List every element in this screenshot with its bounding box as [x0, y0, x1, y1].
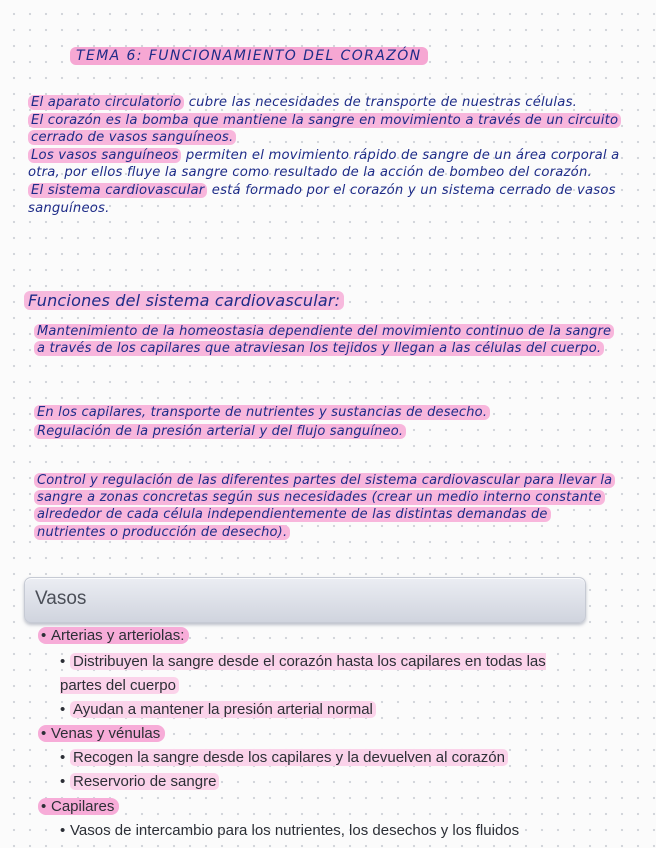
functions-heading	[24, 289, 344, 313]
list-item	[60, 650, 580, 698]
list-text: Recogen la sangre desde los capilares y la devuelven al corazón	[70, 749, 508, 766]
functions-heading-text: Funciones del sistema cardiovascular:	[24, 291, 344, 310]
list-item	[60, 819, 519, 843]
function-item-group	[34, 404, 614, 440]
list-label: Venas y vénulas	[51, 725, 161, 742]
intro-paragraph	[28, 147, 628, 182]
list-text: Vasos de intercambio para los nutrientes, los desechos y los fluidos	[70, 822, 520, 839]
intro-highlight: El corazón es la bomba que mantiene la sangre en movimiento a través de un circuito cerrado de vasos sanguíneos.	[28, 113, 621, 146]
bullet-icon: •	[60, 773, 66, 790]
function-text: Mantenimiento de la homeostasia dependiente del movimiento continuo de la sangre a través de los capilares que atraviesan los tejidos y llegan a las células del cuerpo.	[34, 324, 614, 356]
bullet-icon: •	[41, 725, 47, 742]
bullet-icon: •	[41, 798, 47, 815]
list-item	[60, 698, 376, 722]
intro-section	[28, 94, 628, 217]
intro-paragraph	[28, 112, 628, 147]
list-text: Ayudan a mantener la presión arterial normal	[70, 701, 376, 718]
page-title	[70, 46, 428, 66]
function-text: Regulación de la presión arterial y del flujo sanguíneo.	[34, 424, 406, 439]
intro-text: permiten el movimiento rápido de sangre de un área corporal a otra, por ellos fluye la sangre como resultado de la acción de bombeo del corazón.	[28, 147, 620, 181]
intro-text: cubre las necesidades de transporte de nuestras células.	[184, 95, 578, 110]
list-text: Distribuyen la sangre desde el corazón hasta los capilares en todas las partes del cuerpo	[60, 653, 546, 694]
list-item	[60, 746, 508, 770]
function-text: En los capilares, transporte de nutrientes y sustancias de desecho.	[34, 405, 490, 420]
function-item	[34, 323, 614, 357]
intro-text: está formado por el corazón y un sistema cerrado de vasos sanguíneos.	[28, 182, 616, 216]
list-item-venas	[38, 722, 165, 746]
bullet-icon: •	[60, 653, 66, 670]
intro-paragraph	[28, 182, 628, 217]
list-text: Reservorio de sangre	[70, 773, 219, 790]
intro-paragraph	[28, 94, 628, 112]
bullet-icon: •	[60, 822, 66, 839]
bullet-icon: •	[60, 701, 66, 718]
intro-highlight: El sistema cardiovascular	[28, 183, 207, 198]
bullet-icon: •	[60, 749, 66, 766]
vasos-header-box	[24, 577, 586, 623]
list-label: Arterias y arteriolas:	[51, 627, 185, 644]
list-item-capilares	[38, 795, 119, 819]
intro-highlight: El aparato circulatorio	[28, 95, 184, 110]
list-item	[60, 770, 219, 794]
function-text: Control y regulación de las diferentes partes del sistema cardiovascular para llevar la sangre a zonas concretas según sus necesidades (crear un medio interno constante alrededor de cada célula independientemente de las distintas demandas de nutrientes o producción de desecho).	[34, 473, 615, 540]
list-item-arterias	[38, 624, 189, 648]
title-text: TEMA 6: FUNCIONAMIENTO DEL CORAZÓN	[70, 47, 428, 65]
list-label: Capilares	[51, 798, 115, 815]
vasos-heading: Vasos	[35, 588, 87, 609]
bullet-icon: •	[41, 627, 47, 644]
function-item	[34, 472, 614, 541]
intro-highlight: Los vasos sanguíneos	[28, 148, 181, 163]
